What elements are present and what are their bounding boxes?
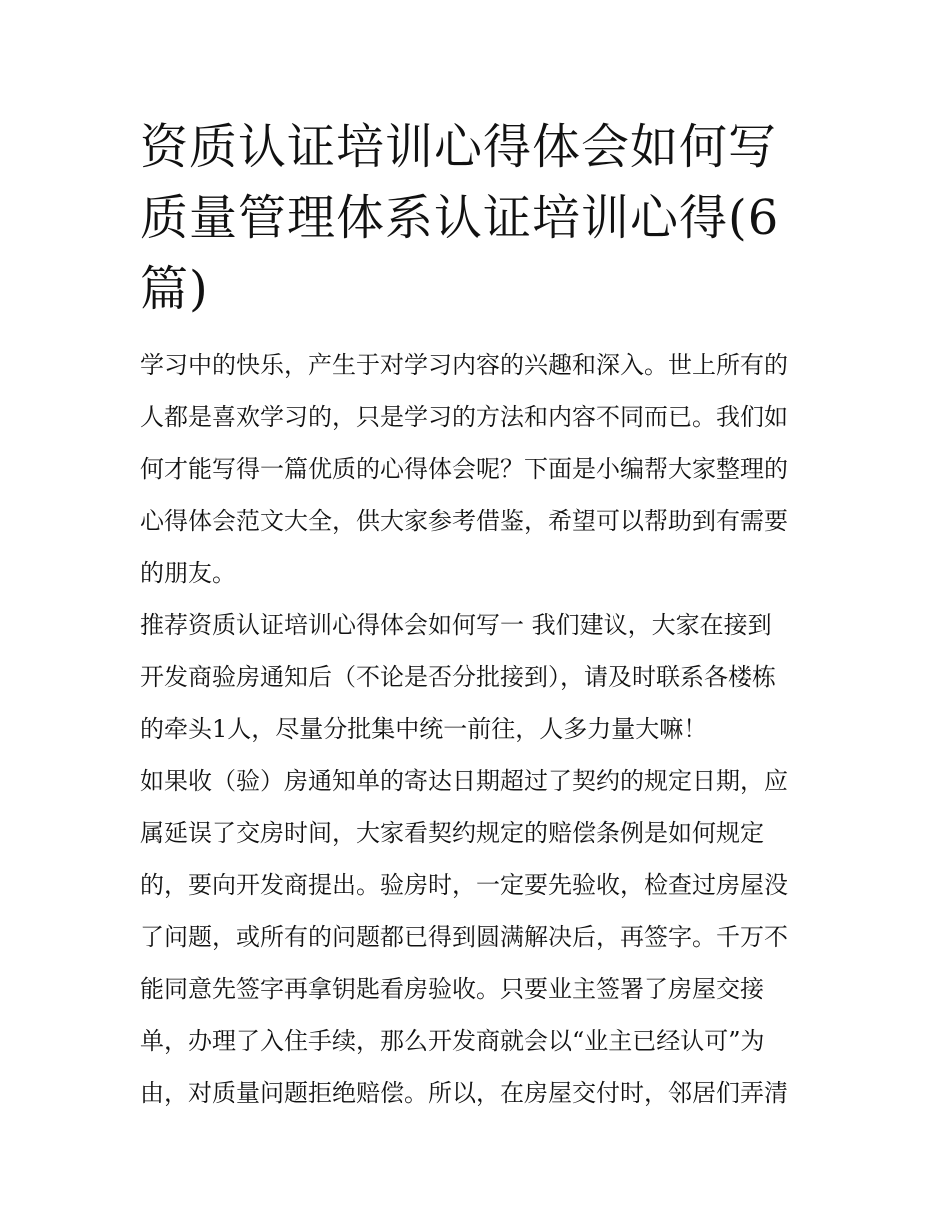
text-line: 开发商验房通知后（不论是否分批接到），请及时联系各楼栋 — [140, 663, 776, 691]
text-line: 能同意先签字再拿钥匙看房验收。只要业主签署了房屋交接 — [140, 975, 764, 1003]
text-line: 单，办理了入住手续，那么开发商就会以“业主已经认可”为 — [140, 1027, 765, 1055]
text-line: 属延误了交房时间，大家看契约规定的赔偿条例是如何规定 — [140, 819, 764, 847]
text-line: 由，对质量问题拒绝赔偿。所以，在房屋交付时，邻居们弄清 — [140, 1079, 788, 1107]
title-line: 篇) — [140, 261, 209, 317]
recommendation-paragraph — [140, 599, 812, 755]
text-line: 学习中的快乐，产生于对学习内容的兴趣和深入。世上所有的 — [140, 351, 788, 379]
document-page — [140, 112, 812, 1119]
text-line: 的牵头1人，尽量分批集中统一前往，人多力量大嘛！ — [140, 715, 708, 743]
text-line: 人都是喜欢学习的，只是学习的方法和内容不同而已。我们如 — [140, 403, 788, 431]
text-line: 了问题，或所有的问题都已得到圆满解决后，再签字。千万不 — [140, 923, 788, 951]
document-title — [140, 112, 812, 325]
text-line: 心得体会范文大全，供大家参考借鉴，希望可以帮助到有需要 — [140, 507, 788, 535]
text-line: 的，要向开发商提出。验房时，一定要先验收，检查过房屋没 — [140, 871, 788, 899]
text-line: 如果收（验）房通知单的寄达日期超过了契约的规定日期，应 — [140, 767, 788, 795]
text-line: 的朋友。 — [140, 559, 236, 587]
inspection-paragraph — [140, 755, 812, 1119]
intro-paragraph — [140, 339, 812, 599]
title-line: 质量管理体系认证培训心得(6 — [140, 190, 780, 246]
title-line: 资质认证培训心得体会如何写 — [140, 119, 778, 175]
text-line: 何才能写得一篇优质的心得体会呢？下面是小编帮大家整理的 — [140, 455, 788, 483]
text-line: 推荐资质认证培训心得体会如何写一 我们建议，大家在接到 — [140, 611, 772, 639]
